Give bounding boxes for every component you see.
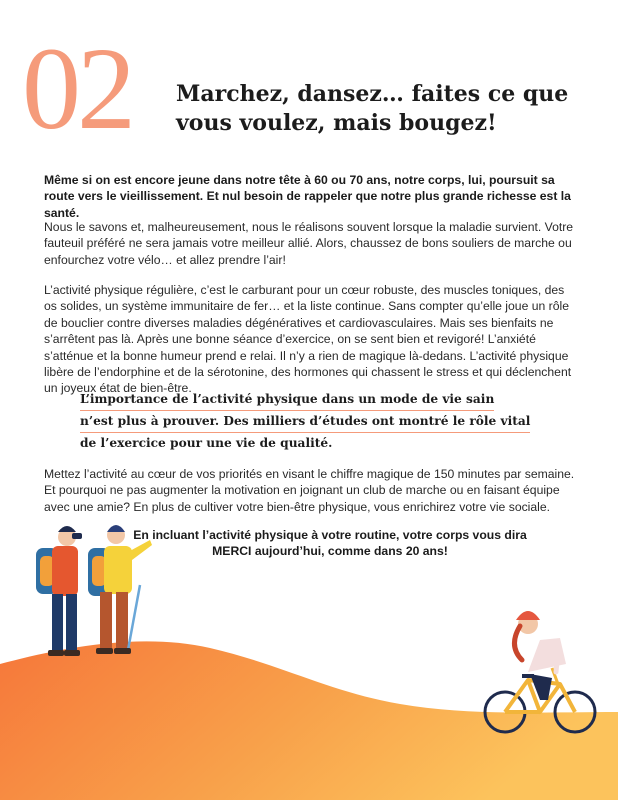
orange-hill-wave — [0, 641, 618, 800]
pull-quote-line-1: L’importance de l’activité physique dans un mode de vie sain — [80, 389, 494, 411]
title-line-2: vous voulez, mais bougez! — [176, 110, 497, 136]
body-paragraph-2: L’activité physique régulière, c’est le carburant pour un cœur robuste, des muscles toniques, des os solides, un système immunitaire de fer… et la liste continue. Sans compter qu’elle joue un rôle de bouclier contre diverses maladies dégénératives et cardiovasculaires. Mais ses bienfaits ne s’arrêtent pas là. Après une bonne séance d’exercice, on se sent bien et revigoré! L’anxiété s’atténue et la bonne humeur prend e relai. Il n’y a rien de magique là-dedans. L’activité physique libère de l’endorphine et de la sérotonine, des hormones qui chassent le stress et qui déclenchent un joyeux état de bien-être. — [44, 283, 572, 396]
title-line-1: Marchez, dansez… faites ce que — [176, 81, 569, 107]
pull-quote-line-2: n’est plus à prouver. Des milliers d’études ont montré le rôle vital — [80, 411, 530, 433]
closing-statement: En incluant l’activité physique à votre routine, votre corps vous dira MERCI aujourd’hui, comme dans 20 ans! — [133, 528, 527, 559]
section-number: 02 — [22, 23, 132, 154]
body-paragraph-3: Mettez l’activité au cœur de vos priorités en visant le chiffre magique de 150 minutes par semaine. Et pourquoi ne pas augmenter la motivation en joignant un club de marche ou en faisant équipe avec une amie? En plus de cultiver votre bien-être physique, vous enrichirez votre vie sociale. — [44, 467, 575, 514]
lead-paragraph: Même si on est encore jeune dans notre tête à 60 ou 70 ans, notre corps, lui, poursuit sa route vers le vieillissement. Et nul besoin de rappeler que notre plus grande richesse est la santé. — [44, 173, 571, 220]
hiker-with-binoculars-icon — [36, 526, 82, 656]
pull-quote-line-3: de l’exercice pour une vie de qualité. — [80, 436, 333, 450]
page-title — [176, 80, 596, 138]
pull-quote — [80, 389, 531, 454]
body-paragraph-1: Nous le savons et, malheureusement, nous le réalisons souvent lorsque la maladie survient. Votre fauteuil préféré ne sera jamais votre meilleur allié. Alors, chaussez de bons souliers de marche ou enfourchez votre vélo… et allez prendre l’air! — [44, 220, 574, 267]
